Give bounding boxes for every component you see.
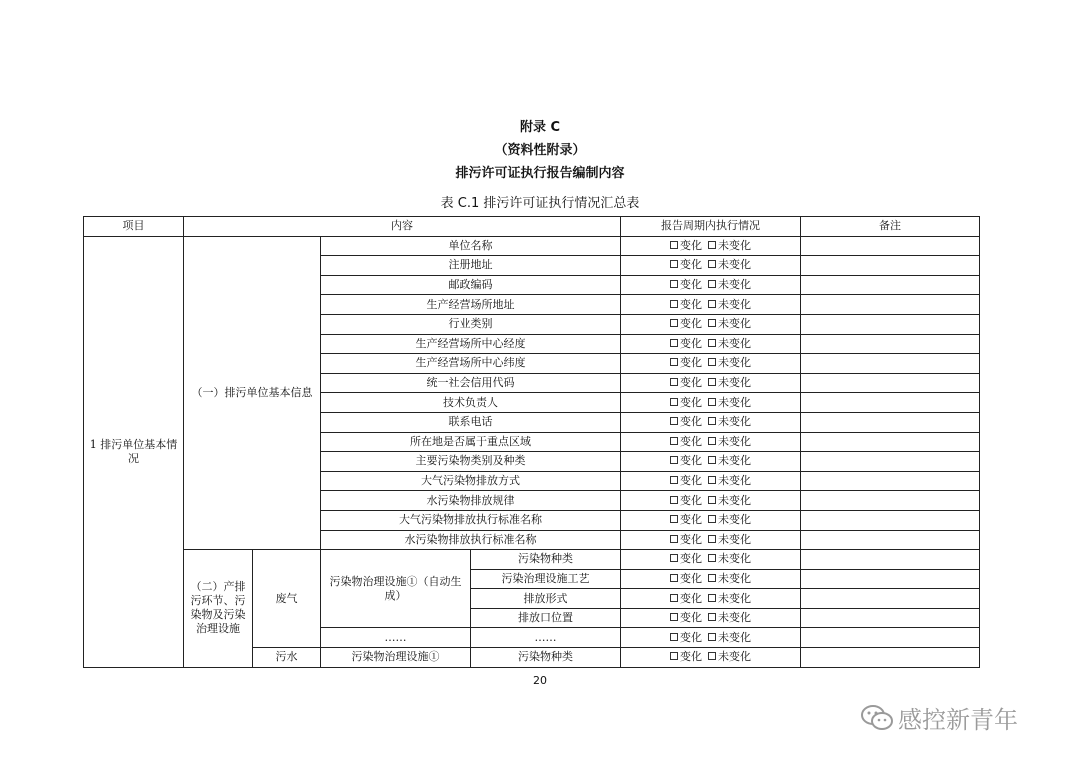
option-unchanged-label: 未变化 <box>718 611 751 625</box>
remarks-cell[interactable] <box>801 314 980 334</box>
remarks-cell[interactable] <box>801 491 980 511</box>
option-changed-label: 变化 <box>680 434 702 448</box>
option-changed-label: 变化 <box>680 532 702 546</box>
option-unchanged-label: 未变化 <box>718 336 751 350</box>
checkbox-changed[interactable] <box>670 417 678 425</box>
checkbox-unchanged[interactable] <box>708 594 716 602</box>
status-options[interactable] <box>621 432 801 452</box>
table-row <box>84 236 980 256</box>
document-title: 排污许可证执行报告编制内容 <box>455 166 625 181</box>
status-options[interactable] <box>621 314 801 334</box>
remarks-cell[interactable] <box>801 393 980 413</box>
option-changed-label: 变化 <box>680 630 702 644</box>
checkbox-unchanged[interactable] <box>708 358 716 366</box>
checkbox-unchanged[interactable] <box>708 378 716 386</box>
option-changed-label: 变化 <box>680 493 702 507</box>
option-changed-label: 变化 <box>680 258 702 272</box>
option-unchanged-label: 未变化 <box>718 493 751 507</box>
option-unchanged-label: 未变化 <box>718 513 751 527</box>
group1-item: 单位名称 <box>321 236 621 256</box>
appendix-type-note: （资料性附录） <box>494 143 586 158</box>
status-options[interactable] <box>621 608 801 628</box>
group1-item: 主要污染物类别及种类 <box>321 452 621 472</box>
group1-item: 大气污染物排放执行标准名称 <box>321 510 621 530</box>
checkbox-changed[interactable] <box>670 260 678 268</box>
option-unchanged-label: 未变化 <box>718 434 751 448</box>
watermark-text: 感控新青年 <box>898 706 1018 734</box>
option-changed-label: 变化 <box>680 474 702 488</box>
option-unchanged-label: 未变化 <box>718 258 751 272</box>
checkbox-unchanged[interactable] <box>708 652 716 660</box>
group1-item: 水污染物排放规律 <box>321 491 621 511</box>
remarks-cell[interactable] <box>801 510 980 530</box>
ellipsis-cell: …… <box>471 628 621 648</box>
checkbox-unchanged[interactable] <box>708 476 716 484</box>
status-options[interactable] <box>621 589 801 609</box>
option-changed-label: 变化 <box>680 571 702 585</box>
checkbox-unchanged[interactable] <box>708 496 716 504</box>
wastewater-label: 污水 <box>253 648 321 668</box>
remarks-cell[interactable] <box>801 589 980 609</box>
status-options[interactable] <box>621 354 801 374</box>
remarks-cell[interactable] <box>801 530 980 550</box>
checkbox-changed[interactable] <box>670 496 678 504</box>
checkbox-unchanged[interactable] <box>708 260 716 268</box>
group1-item: 技术负责人 <box>321 393 621 413</box>
remarks-cell[interactable] <box>801 354 980 374</box>
status-options[interactable] <box>621 236 801 256</box>
status-options[interactable] <box>621 648 801 668</box>
checkbox-changed[interactable] <box>670 339 678 347</box>
group1-item: 联系电话 <box>321 412 621 432</box>
remarks-cell[interactable] <box>801 608 980 628</box>
remarks-cell[interactable] <box>801 432 980 452</box>
waste-gas-label: 废气 <box>253 550 321 648</box>
option-changed-label: 变化 <box>680 297 702 311</box>
table-row <box>84 550 980 570</box>
watermark <box>860 700 1018 735</box>
table-caption: 表 C.1 排污许可证执行情况汇总表 <box>440 196 640 211</box>
header-status: 报告周期内执行情况 <box>621 217 801 237</box>
option-changed-label: 变化 <box>680 650 702 664</box>
option-unchanged-label: 未变化 <box>718 630 751 644</box>
checkbox-changed[interactable] <box>670 574 678 582</box>
section1-label: 1 排污单位基本情况 <box>84 236 184 667</box>
checkbox-changed[interactable] <box>670 515 678 523</box>
option-changed-label: 变化 <box>680 415 702 429</box>
option-unchanged-label: 未变化 <box>718 395 751 409</box>
option-unchanged-label: 未变化 <box>718 356 751 370</box>
option-changed-label: 变化 <box>680 376 702 390</box>
checkbox-changed[interactable] <box>670 652 678 660</box>
facility1-item: 污染物种类 <box>471 550 621 570</box>
ellipsis-cell: …… <box>321 628 471 648</box>
status-options[interactable] <box>621 530 801 550</box>
checkbox-unchanged[interactable] <box>708 535 716 543</box>
checkbox-unchanged[interactable] <box>708 554 716 562</box>
option-unchanged-label: 未变化 <box>718 238 751 252</box>
status-options[interactable] <box>621 550 801 570</box>
group1-item: 行业类别 <box>321 314 621 334</box>
checkbox-unchanged[interactable] <box>708 300 716 308</box>
checkbox-unchanged[interactable] <box>708 613 716 621</box>
checkbox-changed[interactable] <box>670 280 678 288</box>
option-changed-label: 变化 <box>680 336 702 350</box>
checkbox-changed[interactable] <box>670 241 678 249</box>
status-options[interactable] <box>621 295 801 315</box>
header-remarks: 备注 <box>801 217 980 237</box>
status-options[interactable] <box>621 452 801 472</box>
option-changed-label: 变化 <box>680 356 702 370</box>
checkbox-unchanged[interactable] <box>708 319 716 327</box>
option-unchanged-label: 未变化 <box>718 278 751 292</box>
remarks-cell[interactable] <box>801 256 980 276</box>
checkbox-unchanged[interactable] <box>708 417 716 425</box>
remarks-cell[interactable] <box>801 295 980 315</box>
checkbox-changed[interactable] <box>670 535 678 543</box>
status-options[interactable] <box>621 628 801 648</box>
facility1-item: 排放形式 <box>471 589 621 609</box>
wastewater-item: 污染物种类 <box>471 648 621 668</box>
checkbox-unchanged[interactable] <box>708 241 716 249</box>
header-content: 内容 <box>184 217 621 237</box>
checkbox-unchanged[interactable] <box>708 339 716 347</box>
checkbox-changed[interactable] <box>670 437 678 445</box>
status-options[interactable] <box>621 373 801 393</box>
checkbox-unchanged[interactable] <box>708 633 716 641</box>
checkbox-changed[interactable] <box>670 398 678 406</box>
option-unchanged-label: 未变化 <box>718 552 751 566</box>
checkbox-changed[interactable] <box>670 300 678 308</box>
status-options[interactable] <box>621 491 801 511</box>
option-unchanged-label: 未变化 <box>718 454 751 468</box>
remarks-cell[interactable] <box>801 550 980 570</box>
checkbox-changed[interactable] <box>670 358 678 366</box>
option-changed-label: 变化 <box>680 591 702 605</box>
appendix-heading: 附录 C <box>519 120 561 135</box>
status-options[interactable] <box>621 412 801 432</box>
header-item: 项目 <box>84 217 184 237</box>
group1-item: 注册地址 <box>321 256 621 276</box>
facility1-item: 排放口位置 <box>471 608 621 628</box>
remarks-cell[interactable] <box>801 648 980 668</box>
remarks-cell[interactable] <box>801 373 980 393</box>
option-unchanged-label: 未变化 <box>718 317 751 331</box>
checkbox-unchanged[interactable] <box>708 280 716 288</box>
option-unchanged-label: 未变化 <box>718 297 751 311</box>
checkbox-changed[interactable] <box>670 319 678 327</box>
option-changed-label: 变化 <box>680 317 702 331</box>
status-options[interactable] <box>621 510 801 530</box>
group1-item: 邮政编码 <box>321 275 621 295</box>
status-options[interactable] <box>621 393 801 413</box>
option-changed-label: 变化 <box>680 238 702 252</box>
option-changed-label: 变化 <box>680 611 702 625</box>
group1-item: 生产经营场所地址 <box>321 295 621 315</box>
facility1-label: 污染物治理设施①（自动生成） <box>321 550 471 628</box>
status-options[interactable] <box>621 256 801 276</box>
group1-item: 所在地是否属于重点区域 <box>321 432 621 452</box>
option-unchanged-label: 未变化 <box>718 571 751 585</box>
remarks-cell[interactable] <box>801 569 980 589</box>
remarks-cell[interactable] <box>801 275 980 295</box>
wechat-icon <box>860 704 894 732</box>
status-options[interactable] <box>621 334 801 354</box>
remarks-cell[interactable] <box>801 334 980 354</box>
option-unchanged-label: 未变化 <box>718 591 751 605</box>
remarks-cell[interactable] <box>801 471 980 491</box>
page-number: 20 <box>533 674 547 687</box>
option-unchanged-label: 未变化 <box>718 474 751 488</box>
option-changed-label: 变化 <box>680 395 702 409</box>
checkbox-unchanged[interactable] <box>708 515 716 523</box>
option-changed-label: 变化 <box>680 513 702 527</box>
facility1-item: 污染治理设施工艺 <box>471 569 621 589</box>
checkbox-changed[interactable] <box>670 633 678 641</box>
wastewater-facility: 污染物治理设施① <box>321 648 471 668</box>
option-changed-label: 变化 <box>680 278 702 292</box>
checkbox-changed[interactable] <box>670 554 678 562</box>
status-options[interactable] <box>621 275 801 295</box>
option-unchanged-label: 未变化 <box>718 532 751 546</box>
status-options[interactable] <box>621 471 801 491</box>
group1-item: 水污染物排放执行标准名称 <box>321 530 621 550</box>
option-unchanged-label: 未变化 <box>718 376 751 390</box>
checkbox-unchanged[interactable] <box>708 456 716 464</box>
checkbox-unchanged[interactable] <box>708 398 716 406</box>
checkbox-changed[interactable] <box>670 613 678 621</box>
group1-item: 生产经营场所中心经度 <box>321 334 621 354</box>
checkbox-unchanged[interactable] <box>708 437 716 445</box>
group1-label: （一）排污单位基本信息 <box>184 236 321 550</box>
remarks-cell[interactable] <box>801 236 980 256</box>
checkbox-changed[interactable] <box>670 594 678 602</box>
option-changed-label: 变化 <box>680 552 702 566</box>
option-unchanged-label: 未变化 <box>718 415 751 429</box>
group1-item: 统一社会信用代码 <box>321 373 621 393</box>
remarks-cell[interactable] <box>801 412 980 432</box>
checkbox-changed[interactable] <box>670 456 678 464</box>
remarks-cell[interactable] <box>801 452 980 472</box>
checkbox-changed[interactable] <box>670 378 678 386</box>
group2-label: （二）产排污环节、污染物及污染治理设施 <box>184 550 253 668</box>
checkbox-changed[interactable] <box>670 476 678 484</box>
group1-item: 生产经营场所中心纬度 <box>321 354 621 374</box>
remarks-cell[interactable] <box>801 628 980 648</box>
summary-table <box>83 216 980 668</box>
option-unchanged-label: 未变化 <box>718 650 751 664</box>
status-options[interactable] <box>621 569 801 589</box>
group1-item: 大气污染物排放方式 <box>321 471 621 491</box>
option-changed-label: 变化 <box>680 454 702 468</box>
checkbox-unchanged[interactable] <box>708 574 716 582</box>
